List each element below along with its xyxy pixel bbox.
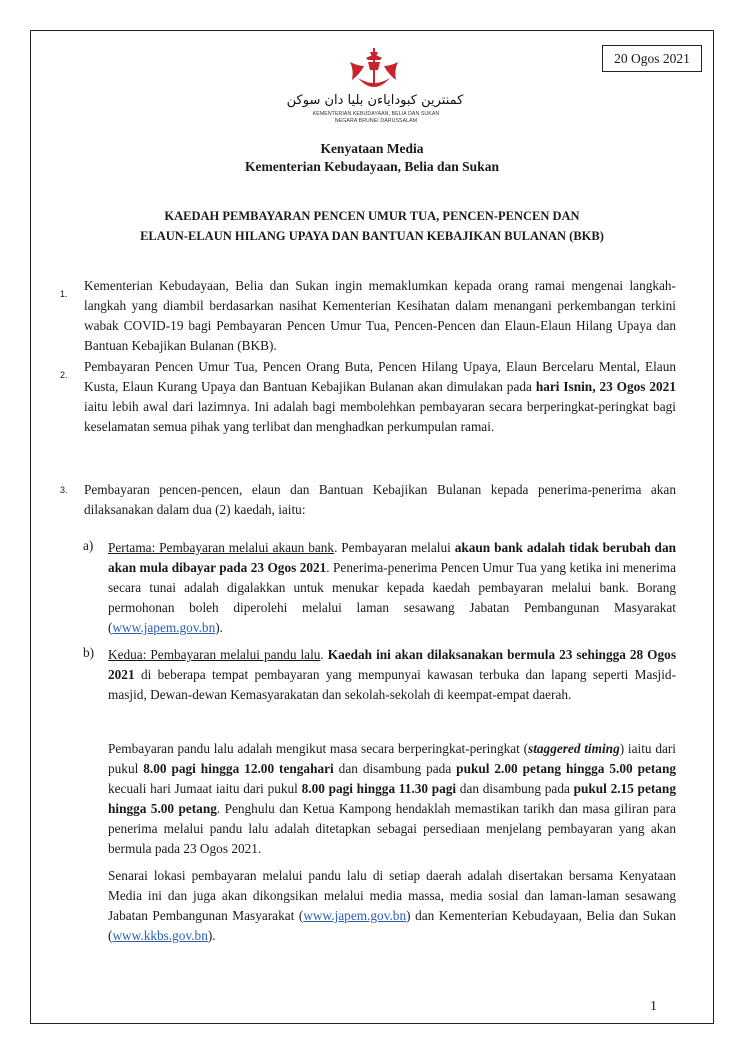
- location-list-paragraph: Senarai lokasi pembayaran melalui pandu lalu di setiap daerah adalah disertakan bersama Kenyataan Media ini dan juga akan dikongsikan melalui media massa, media sosial dan laman-laman sesawang Jabatan Pembangunan Masyarakat (www.japem.gov.bn) dan Kementerian Kebudayaan, Belia dan Sukan (www.kkbs.gov.bn).: [108, 868, 676, 943]
- japem-link[interactable]: www.japem.gov.bn: [303, 908, 407, 923]
- media-statement-heading: Kenyataan Media: [320, 141, 424, 156]
- ministry-name-line: KEMENTERIAN KEBUDAYAAN, BELIA DAN SUKAN: [312, 111, 440, 117]
- item-b-drive-through-payment: Kedua: Pembayaran melalui pandu lalu. Kaedah ini akan dilaksanakan bermula 23 sehingga 28 Ogos 2021 di beberapa tempat pembayaran yang mempunyai kawasan terbuka dan lapang seperti Masjid-masjid, Dewan-dewan Kemasyarakatan dan sekolah-sekolah di keempat-empat daerah.: [108, 647, 676, 702]
- item-label-b: b): [83, 645, 95, 660]
- item-label-a: a): [83, 538, 94, 553]
- document-title-line2: ELAUN-ELAUN HILANG UPAYA DAN BANTUAN KEBAJIKAN BULANAN (BKB): [140, 229, 604, 243]
- country-name-line: NEGARA BRUNEI DARUSSALAM: [334, 118, 418, 124]
- item-a-bank-payment: Pertama: Pembayaran melalui akaun bank. Pembayaran melalui akaun bank adalah tidak berubah dan akan mula dibayar pada 23 Ogos 2021. Penerima-penerima Pencen Umur Tua yang ketika ini menerima secara tunai adalah digalakkan untuk menukar kepada kaedah pembayaran melalui bank. Borang permohonan boleh diperolehi melalui laman sesawang Jabatan Pembangunan Masyarakat (www.japem.gov.bn).: [108, 540, 676, 635]
- paragraph-number: 1.: [60, 289, 68, 299]
- ministry-heading: Kementerian Kebudayaan, Belia dan Sukan: [245, 159, 499, 174]
- drive-through-schedule-paragraph: Pembayaran pandu lalu adalah mengikut masa secara berperingkat-peringkat (staggered timing) iaitu dari pukul 8.00 pagi hingga 12.00 tengahari dan disambung pada pukul 2.00 petang hingga 5.00 petang kecuali hari Jumaat iaitu dari pukul 8.00 pagi hingga 11.30 pagi dan disambung pada pukul 2.15 petang hingga 5.00 petang. Penghulu dan Ketua Kampong hendaklah memastikan tarikh dan masa giliran para penerima melalui pandu lalu adalah ditetapkan sebagai persediaan menjelang pembayaran yang akan bermula pada 23 Ogos 2021.: [108, 741, 676, 856]
- paragraph-3: Pembayaran pencen-pencen, elaun dan Bantuan Kebajikan Bulanan kepada penerima-penerima akan dilaksanakan dalam dua (2) kaedah, iaitu:: [84, 482, 676, 517]
- kkbs-link[interactable]: www.kkbs.gov.bn: [112, 928, 208, 943]
- paragraph-number: 2.: [60, 370, 68, 380]
- paragraph-2: Pembayaran Pencen Umur Tua, Pencen Orang Buta, Pencen Hilang Upaya, Elaun Bercelaru Mental, Elaun Kusta, Elaun Kurang Upaya dan Bantuan Kebajikan Bulanan akan dimulakan pada hari Isnin, 23 Ogos 2021 iaitu lebih awal dari lazimnya. Ini adalah bagi membolehkan pembayaran secara berperingkat-peringkat bagi keselamatan semua pihak yang terlibat dan menghadkan perkumpulan ramai.: [84, 359, 676, 434]
- svg-text:كمنترين كبوداياءن بليا دان سوك: كمنترين كبوداياءن بليا دان سوكن: [286, 93, 464, 108]
- jawi-wordmark: [286, 88, 464, 110]
- document-title-line1: KAEDAH PEMBAYARAN PENCEN UMUR TUA, PENCEN-PENCEN DAN: [164, 209, 580, 223]
- paragraph-1: Kementerian Kebudayaan, Belia dan Sukan ingin memaklumkan kepada orang ramai mengenai langkah-langkah yang diambil berdasarkan nasihat Kementerian Kesihatan dalam menangani perkembangan terkini wabak COVID-19 bagi Pembayaran Pencen Umur Tua, Pencen-Pencen dan Elaun-Elaun Hilang Upaya dan Bantuan Kebajikan Bulanan (BKB).: [84, 278, 676, 353]
- paragraph-number: 3.: [60, 485, 68, 495]
- date-box: 20 Ogos 2021: [602, 45, 702, 72]
- japem-link[interactable]: www.japem.gov.bn: [112, 620, 216, 635]
- page-number: 1: [650, 999, 657, 1014]
